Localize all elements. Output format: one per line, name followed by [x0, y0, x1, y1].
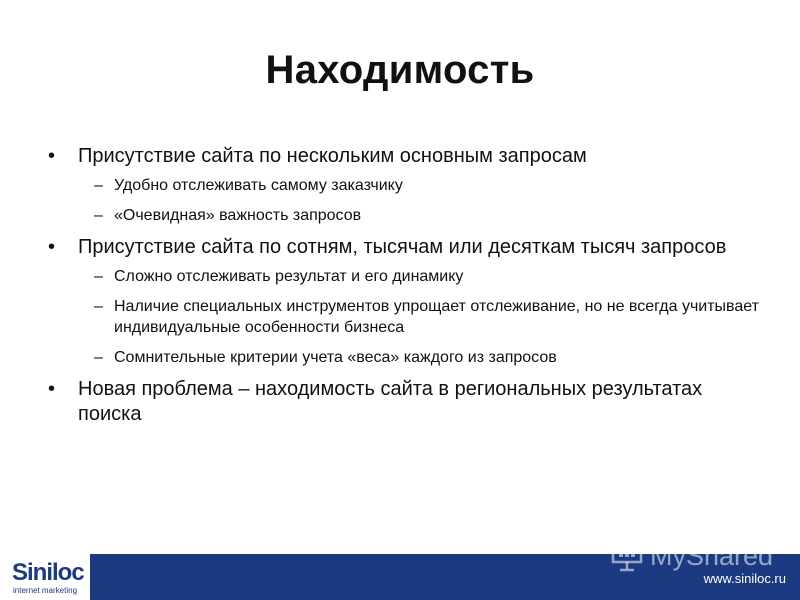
slide-title: Находимость — [265, 48, 535, 92]
bullet-marker: • — [48, 145, 56, 167]
sub-bullet-marker: – — [94, 349, 103, 366]
bullet-marker: • — [48, 236, 56, 258]
site-url: www.siniloc.ru — [703, 571, 786, 586]
sub-bullet-marker: – — [94, 298, 103, 315]
sub-bullet-item — [48, 347, 760, 368]
logo-tagline: internet marketing — [13, 586, 78, 595]
sub-bullet-item — [48, 296, 760, 338]
sub-bullet-text: Сложно отслеживать результат и его динамику — [114, 268, 464, 285]
watermark-text: MyShared — [650, 541, 774, 571]
sub-bullet-item — [48, 175, 760, 196]
sub-bullet-text: Сомнительные критерии учета «веса» каждого из запросов — [114, 349, 557, 366]
bullet-text: Присутствие сайта по сотням, тысячам или десяткам тысяч запросов — [78, 236, 727, 258]
sub-bullet-item — [48, 266, 760, 287]
bullet-marker: • — [48, 378, 56, 400]
myshared-watermark — [610, 536, 773, 576]
sub-bullet-text: «Очевидная» важность запросов — [114, 207, 362, 224]
sub-bullet-marker: – — [94, 207, 103, 224]
bullet-item — [48, 144, 760, 169]
logo-name: Siniloc — [12, 559, 84, 586]
siniloc-logo — [0, 554, 90, 600]
footer-bar — [0, 541, 800, 600]
sub-bullet-marker: – — [94, 177, 103, 194]
bullet-item — [48, 235, 760, 260]
sub-bullet-text: Наличие специальных инструментов упрощает отслеживание, но не всегда учитывает индивидуальные особенности бизнеса — [114, 298, 759, 336]
sub-bullet-text: Удобно отслеживать самому заказчику — [114, 177, 403, 194]
bullet-text: Присутствие сайта по нескольким основным запросам — [78, 145, 587, 167]
sub-bullet-item — [48, 205, 760, 226]
slide-content — [48, 144, 760, 433]
bullet-item — [48, 377, 760, 427]
bullet-text: Новая проблема – находимость сайта в региональных результатах поиска — [78, 378, 703, 425]
presentation-icon — [610, 539, 644, 573]
sub-bullet-marker: – — [94, 268, 103, 285]
